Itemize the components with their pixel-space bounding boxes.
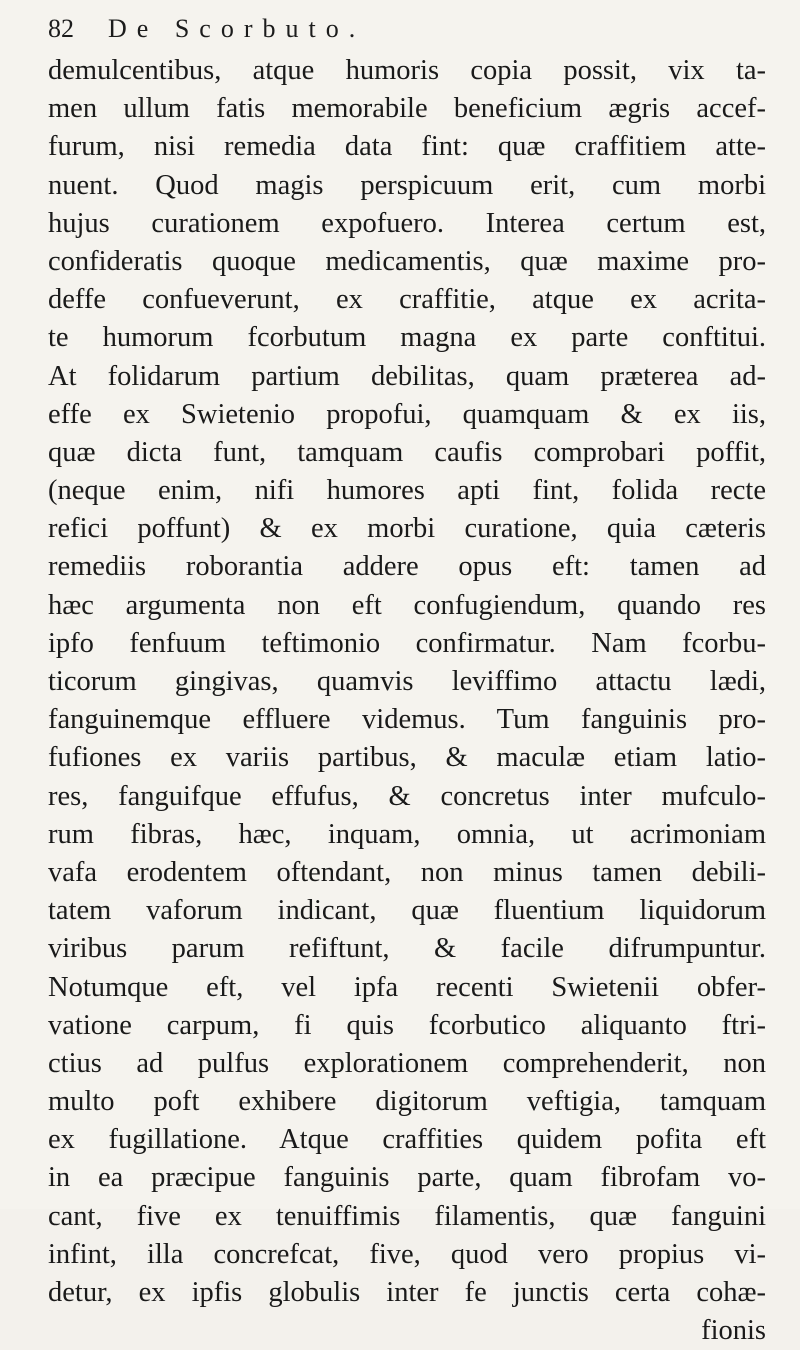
text-line: hujus curationem expofuero. Interea certum est, (48, 207, 766, 239)
text-line: fanguinemque effluere videmus. Tum fanguinis pro- (48, 704, 766, 736)
running-head (48, 8, 768, 48)
text-line: ctius ad pulfus explorationem comprehenderit, non (48, 1047, 766, 1079)
text-line: ipfo fenfuum teftimonio confirmatur. Nam fcorbu- (48, 627, 766, 659)
text-line: men ullum fatis memorabile beneficium ægris accef- (48, 93, 766, 125)
body-text (48, 52, 766, 1350)
text-line: nuent. Quod magis perspicuum erit, cum morbi (48, 169, 766, 201)
text-line: deffe confueverunt, ex craffitie, atque ex acrita- (48, 284, 766, 316)
text-line: multo poft exhibere digitorum veftigia, tamquam (48, 1086, 766, 1118)
text-line: fufiones ex variis partibus, & maculæ etiam latio- (48, 742, 766, 774)
text-line: quæ dicta funt, tamquam caufis comprobari poffit, (48, 436, 766, 468)
text-line: Notumque eft, vel ipfa recenti Swietenii obfer- (48, 971, 766, 1003)
text-line: (neque enim, nifi humores apti fint, folida recte (48, 475, 766, 507)
text-line: ex fugillatione. Atque craffities quidem pofita eft (48, 1124, 766, 1156)
text-line: cant, five ex tenuiffimis filamentis, quæ fanguini (48, 1200, 766, 1232)
text-line: te humorum fcorbutum magna ex parte conftitui. (48, 322, 766, 354)
text-line: rum fibras, hæc, inquam, omnia, ut acrimoniam (48, 818, 766, 850)
text-line: tatem vaforum indicant, quæ fluentium liquidorum (48, 895, 766, 927)
text-line: ticorum gingivas, quamvis leviffimo attactu lædi, (48, 666, 766, 697)
text-line: detur, ex ipfis globulis inter fe junctis certa cohæ- (48, 1277, 766, 1308)
text-line: in ea præcipue fanguinis parte, quam fibrofam vo- (48, 1162, 766, 1194)
text-line: viribus parum refiftunt, & facile difrumpuntur. (48, 933, 766, 965)
text-line: vafa erodentem oftendant, non minus tamen debili- (48, 856, 766, 888)
text-line: hæc argumenta non eft confugiendum, quando res (48, 589, 766, 621)
text-line: demulcentibus, atque humoris copia possit, vix ta- (48, 55, 766, 86)
text-line: infint, illa concrefcat, five, quod vero propius vi- (48, 1238, 766, 1270)
text-line: confideratis quoque medicamentis, quæ maxime pro- (48, 245, 766, 277)
text-line: remediis roborantia addere opus eft: tamen ad (48, 551, 766, 583)
text-line: res, fanguifque effufus, & concretus inter mufculo- (48, 780, 766, 812)
page-number: 82 (48, 14, 74, 43)
text-line: At folidarum partium debilitas, quam præterea ad- (48, 360, 766, 392)
text-line: effe ex Swietenio propofui, quamquam & ex iis, (48, 398, 766, 430)
running-title: De Scorbuto. (108, 14, 366, 43)
text-line: furum, nisi remedia data fint: quæ craffitiem atte- (48, 131, 766, 163)
catchword: fionis (701, 1315, 766, 1347)
text-line: vatione carpum, fi quis fcorbutico aliquanto ftri- (48, 1009, 766, 1041)
text-line: refici poffunt) & ex morbi curatione, quia cæteris (48, 513, 766, 545)
